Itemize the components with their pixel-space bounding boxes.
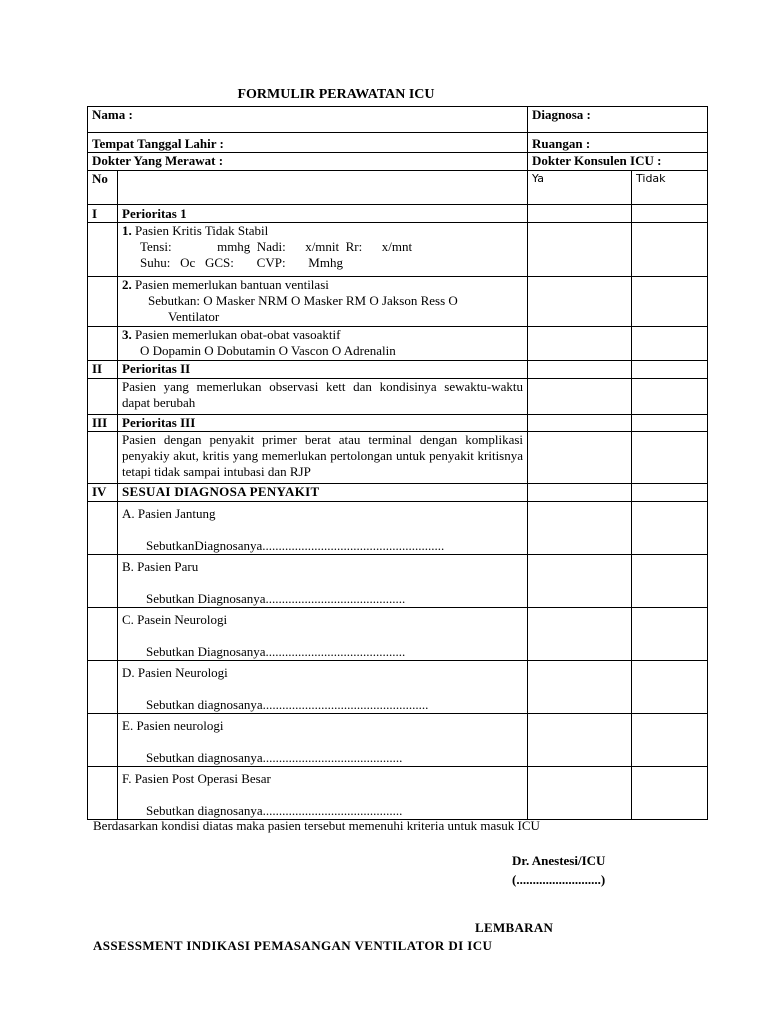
ttl-field[interactable]: Tempat Tanggal Lahir : (88, 133, 528, 153)
diag-b-tidak-checkbox[interactable] (632, 555, 708, 608)
col-item-header (118, 171, 528, 205)
p3-desc: Pasien dengan penyakit primer berat atau terminal dengan komplikasi penyakiy akut, kritis yang memerlukan pertolongan untuk penyakit kritisnya tetapi tidak sampai intubasi dan RJP (118, 432, 528, 484)
p1-item3-tidak-checkbox[interactable] (632, 327, 708, 361)
conclusion-text: Berdasarkan kondisi diatas maka pasien tersebut memenuhi kriteria untuk masuk ICU (93, 818, 540, 833)
diag-b-cell (118, 555, 528, 608)
diag-a-label: A. Pasien Jantung (122, 506, 216, 521)
assessment-title: ASSESSMENT INDIKASI PEMASANGAN VENTILATOR DI ICU (93, 938, 493, 953)
lembaran-heading: LEMBARAN (475, 920, 554, 935)
diag-e-fill-line[interactable]: Sebutkan diagnosanya........................................... (146, 750, 403, 765)
p1-item3-cell: 3. Pasien memerlukan obat-obat vasoaktif O Dopamin O Dobutamin O Vascon O Adrenalin (118, 327, 528, 361)
diag-b-label: B. Pasien Paru (122, 559, 199, 574)
icu-form-table (87, 106, 708, 820)
p3-ya-checkbox[interactable] (528, 415, 632, 432)
p1-item3-ya-checkbox[interactable] (528, 327, 632, 361)
p1-vitals-line2: Suhu: Oc GCS: CVP: Mmhg (140, 255, 343, 270)
diag-b-fill-line[interactable]: Sebutkan Diagnosanya........................................... (146, 591, 406, 606)
diag-a-ya-checkbox[interactable] (528, 502, 632, 555)
col-tidak-header: Tidak (632, 171, 708, 205)
diag-e-ya-checkbox[interactable] (528, 714, 632, 767)
p1-ya-checkbox[interactable] (528, 205, 632, 223)
diag-a-cell (118, 502, 528, 555)
dokter-field[interactable]: Dokter Yang Merawat : (88, 153, 528, 171)
p1-vitals-line1: Tensi: mmhg Nadi: x/mnit Rr: x/mnt (140, 239, 413, 254)
p2-num: II (88, 361, 118, 379)
signature-role: Dr. Anestesi/ICU (512, 853, 606, 868)
p2-desc-tidak-checkbox[interactable] (632, 379, 708, 415)
p1-item2-cell: 2. Pasien memerlukan bantuan ventilasi Sebutkan: O Masker NRM O Masker RM O Jakson Ress O Ventilator (118, 277, 528, 327)
p2-ya-checkbox[interactable] (528, 361, 632, 379)
row-p4-title (88, 484, 708, 502)
diag-d-cell (118, 661, 528, 714)
p1-item2-ya-checkbox[interactable] (528, 277, 632, 327)
diag-f-fill-line[interactable]: Sebutkan diagnosanya........................................... (146, 803, 403, 818)
diag-f-cell (118, 767, 528, 820)
p4-title: SESUAI DIAGNOSA PENYAKIT (118, 484, 528, 502)
diag-c-tidak-checkbox[interactable] (632, 608, 708, 661)
row-diag-e (88, 714, 708, 767)
diag-d-tidak-checkbox[interactable] (632, 661, 708, 714)
diag-f-ya-checkbox[interactable] (528, 767, 632, 820)
p1-item2-options-cont: Ventilator (168, 309, 220, 324)
p1-item1-cell: 1. Pasien Kritis Tidak Stabil Tensi: mmhg Nadi: x/mnit Rr: x/mnt Suhu: Oc GCS: CVP: Mmhg (118, 223, 528, 277)
p2-desc: Pasien yang memerlukan observasi kett dan kondisinya sewaktu-waktu dapat berubah (118, 379, 528, 415)
diag-b-ya-checkbox[interactable] (528, 555, 632, 608)
p1-item2-label: Pasien memerlukan bantuan ventilasi (135, 277, 329, 292)
p2-title: Perioritas II (118, 361, 528, 379)
row-p1-item2 (88, 277, 708, 327)
diag-a-fill-line[interactable]: SebutkanDiagnosanya........................................................ (146, 538, 445, 553)
p1-item2-options: Sebutkan: O Masker NRM O Masker RM O Jakson Ress O (148, 293, 458, 308)
diag-c-label: C. Pasein Neurologi (122, 612, 228, 627)
col-no-header: No (88, 171, 118, 205)
p2-desc-ya-checkbox[interactable] (528, 379, 632, 415)
p1-item3-options: O Dopamin O Dobutamin O Vascon O Adrenalin (140, 343, 396, 358)
row-dokter (88, 153, 708, 171)
diagnosa-field[interactable]: Diagnosa : (528, 107, 708, 133)
row-columns-header (88, 171, 708, 205)
ruangan-field[interactable]: Ruangan : (528, 133, 708, 153)
diag-f-label: F. Pasien Post Operasi Besar (122, 771, 271, 786)
row-p1-item1 (88, 223, 708, 277)
p3-tidak-checkbox[interactable] (632, 415, 708, 432)
diag-f-tidak-checkbox[interactable] (632, 767, 708, 820)
signature-line[interactable]: (..........................) (512, 872, 606, 887)
p1-tidak-checkbox[interactable] (632, 205, 708, 223)
row-p3-title (88, 415, 708, 432)
row-p1-title (88, 205, 708, 223)
diag-e-label: E. Pasien neurologi (122, 718, 224, 733)
row-p3-desc (88, 432, 708, 484)
p1-num: I (88, 205, 118, 223)
diag-c-fill-line[interactable]: Sebutkan Diagnosanya........................................... (146, 644, 406, 659)
diag-c-cell (118, 608, 528, 661)
row-diag-f (88, 767, 708, 820)
p3-num: III (88, 415, 118, 432)
diag-e-tidak-checkbox[interactable] (632, 714, 708, 767)
diag-d-fill-line[interactable]: Sebutkan diagnosanya................................................... (146, 697, 429, 712)
p1-item1-ya-checkbox[interactable] (528, 223, 632, 277)
row-p2-desc (88, 379, 708, 415)
p1-item1-tidak-checkbox[interactable] (632, 223, 708, 277)
p4-ya-checkbox[interactable] (528, 484, 632, 502)
form-title: FORMULIR PERAWATAN ICU (237, 87, 435, 102)
row-ttl (88, 133, 708, 153)
p3-desc-ya-checkbox[interactable] (528, 432, 632, 484)
p1-item1-label: Pasien Kritis Tidak Stabil (135, 223, 269, 238)
diag-d-ya-checkbox[interactable] (528, 661, 632, 714)
row-diag-b (88, 555, 708, 608)
konsulen-field[interactable]: Dokter Konsulen ICU : (528, 153, 708, 171)
nama-field[interactable]: Nama : (88, 107, 528, 133)
p4-tidak-checkbox[interactable] (632, 484, 708, 502)
p1-title: Perioritas 1 (118, 205, 528, 223)
p2-tidak-checkbox[interactable] (632, 361, 708, 379)
row-diag-c (88, 608, 708, 661)
diag-a-tidak-checkbox[interactable] (632, 502, 708, 555)
row-diag-a (88, 502, 708, 555)
row-p1-item3 (88, 327, 708, 361)
diag-e-cell (118, 714, 528, 767)
p3-desc-tidak-checkbox[interactable] (632, 432, 708, 484)
p4-num: IV (88, 484, 118, 502)
p1-item2-tidak-checkbox[interactable] (632, 277, 708, 327)
row-diag-d (88, 661, 708, 714)
p3-title: Perioritas III (118, 415, 528, 432)
row-p2-title (88, 361, 708, 379)
col-ya-header: Ya (528, 171, 632, 205)
p1-item3-label: Pasien memerlukan obat-obat vasoaktif (135, 327, 341, 342)
row-nama (88, 107, 708, 133)
diag-c-ya-checkbox[interactable] (528, 608, 632, 661)
diag-d-label: D. Pasien Neurologi (122, 665, 228, 680)
